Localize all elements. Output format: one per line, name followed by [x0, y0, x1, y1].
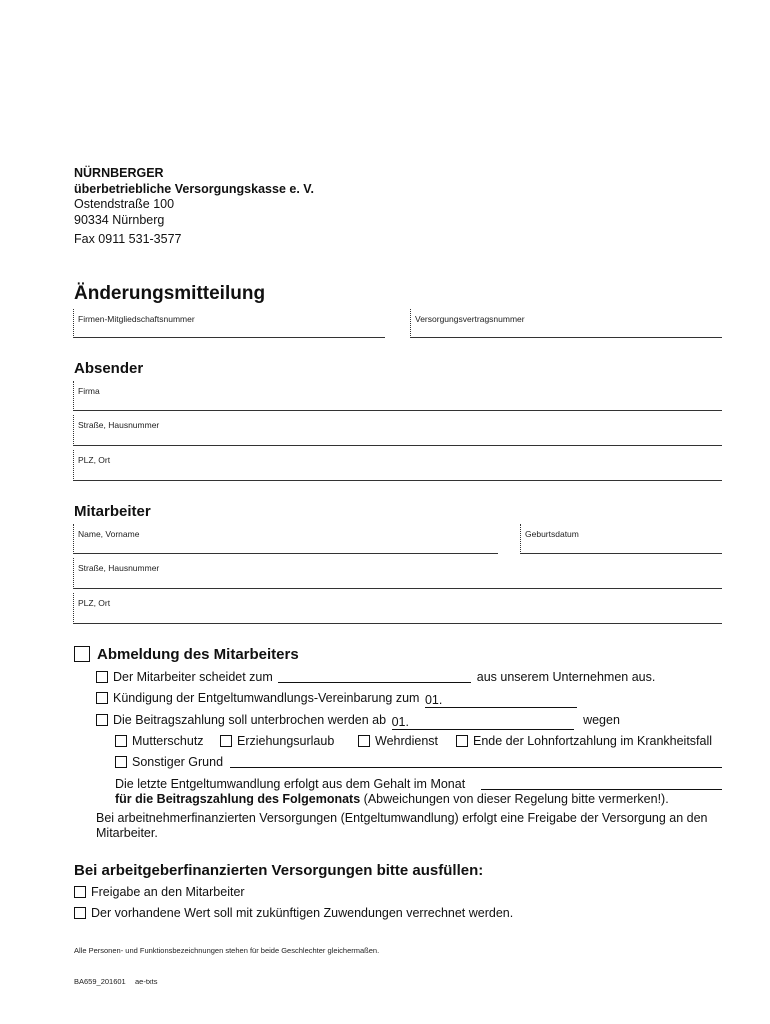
employee-birthdate-field[interactable] — [520, 524, 722, 554]
reason-other-checkbox[interactable] — [115, 756, 127, 768]
deregistration-section-row — [74, 646, 299, 664]
leaves-suffix: aus unserem Unternehmen aus. — [476, 670, 656, 684]
last-conversion-month-input[interactable] — [481, 789, 722, 790]
termination-row — [96, 691, 577, 708]
employee-name-field[interactable] — [73, 524, 498, 554]
sender-company-field[interactable] — [73, 381, 722, 411]
employer-heading: Bei arbeitgeberfinanzierten Versorgungen bitte ausfüllen: — [74, 862, 484, 879]
termination-date-value: 01. — [424, 693, 443, 707]
employer-option2-checkbox[interactable] — [74, 907, 86, 919]
last-conversion-line — [115, 777, 465, 791]
address-org: überbetriebliche Versorgungskasse e. V. — [74, 181, 314, 196]
reason-erziehungsurlaub — [220, 734, 334, 748]
reason-erziehungsurlaub-checkbox[interactable] — [220, 735, 232, 747]
last-conversion-bold: für die Beitragszahlung des Folgemonats — [115, 792, 361, 806]
address-street: Ostendstraße 100 — [74, 197, 175, 211]
employer-option1-checkbox[interactable] — [74, 886, 86, 898]
sender-street-field[interactable] — [73, 415, 722, 446]
page-title: Änderungsmitteilung — [74, 283, 266, 304]
contract-number-field[interactable] — [410, 309, 722, 338]
reason-wehrdienst — [358, 734, 438, 748]
employee-heading: Mitarbeiter — [74, 503, 151, 520]
interrupt-checkbox[interactable] — [96, 714, 108, 726]
sender-city-label: PLZ, Ort — [78, 455, 111, 465]
leaves-prefix: Der Mitarbeiter scheidet zum — [113, 670, 273, 684]
leaves-checkbox[interactable] — [96, 671, 108, 683]
employee-street-label: Straße, Hausnummer — [78, 563, 160, 573]
interrupt-date-input[interactable] — [392, 715, 574, 730]
employee-name-label: Name, Vorname — [78, 529, 140, 539]
membership-number-field[interactable] — [73, 309, 385, 338]
sender-street-label: Straße, Hausnummer — [78, 420, 160, 430]
reason-wehrdienst-checkbox[interactable] — [358, 735, 370, 747]
employer-option1 — [74, 885, 245, 899]
arbeitnehmer-note: Bei arbeitnehmerfinanzierten Versorgungen (Entgeltumwandlung) erfolgt eine Freigabe der Versorgung an den Mitarbeiter. — [96, 811, 708, 840]
reason-mutterschutz — [115, 734, 204, 748]
termination-checkbox[interactable] — [96, 692, 108, 704]
employee-city-label: PLZ, Ort — [78, 598, 111, 608]
leaves-date-input[interactable] — [278, 670, 471, 683]
reason-mutterschutz-label: Mutterschutz — [132, 734, 204, 748]
reason-other — [115, 755, 223, 769]
employer-option2-label: Der vorhandene Wert soll mit zukünftigen Zuwendungen verrechnet werden. — [91, 906, 514, 920]
address-company: NÜRNBERGER — [74, 166, 164, 180]
reason-mutterschutz-checkbox[interactable] — [115, 735, 127, 747]
employee-birthdate-label: Geburtsdatum — [525, 529, 579, 539]
employer-option1-label: Freigabe an den Mitarbeiter — [91, 885, 245, 899]
form-ref: ae-txts — [135, 977, 158, 986]
last-conversion-text: Die letzte Entgeltumwandlung erfolgt aus dem Gehalt im Monat — [115, 777, 466, 791]
employee-street-field[interactable] — [73, 558, 722, 589]
interrupt-date-value: 01. — [391, 715, 409, 729]
sender-heading: Absender — [74, 360, 144, 377]
leaves-row — [96, 670, 655, 684]
address-fax: Fax 0911 531-3577 — [74, 232, 182, 246]
reason-krankheit-checkbox[interactable] — [456, 735, 468, 747]
reason-erziehungsurlaub-label: Erziehungsurlaub — [237, 734, 335, 748]
address-block — [74, 166, 314, 228]
reason-krankheit-label: Ende der Lohnfortzahlung im Krankheitsfall — [473, 734, 713, 748]
sender-company-label: Firma — [78, 386, 100, 396]
employee-city-field[interactable] — [73, 593, 722, 624]
membership-number-label: Firmen-Mitgliedschaftsnummer — [78, 314, 195, 324]
contract-number-label: Versorgungsvertragsnummer — [415, 314, 525, 324]
termination-date-input[interactable] — [425, 693, 577, 708]
reason-krankheit — [456, 734, 712, 748]
last-conversion-rest: (Abweichungen von dieser Regelung bitte vermerken!). — [360, 792, 669, 806]
deregistration-checkbox[interactable] — [74, 646, 90, 662]
employer-option2 — [74, 906, 513, 920]
interrupt-prefix: Die Beitragszahlung soll unterbrochen werden ab — [113, 713, 387, 727]
termination-prefix: Kündigung der Entgeltumwandlungs-Vereinbarung zum — [113, 691, 420, 705]
reason-wehrdienst-label: Wehrdienst — [375, 734, 438, 748]
reason-other-label: Sonstiger Grund — [132, 755, 224, 769]
interrupt-suffix: wegen — [583, 713, 620, 727]
deregistration-heading: Abmeldung des Mitarbeiters — [97, 646, 299, 663]
address-city: 90334 Nürnberg — [74, 212, 165, 227]
interrupt-row — [96, 713, 620, 730]
sender-city-field[interactable] — [73, 450, 722, 481]
form-code: BA659_201601 — [74, 977, 126, 986]
last-conversion-line2 — [115, 792, 669, 806]
gender-note: Alle Personen- und Funktionsbezeichnungen stehen für beide Geschlechter gleichermaßen. — [74, 946, 380, 955]
reason-other-input[interactable] — [230, 767, 722, 768]
